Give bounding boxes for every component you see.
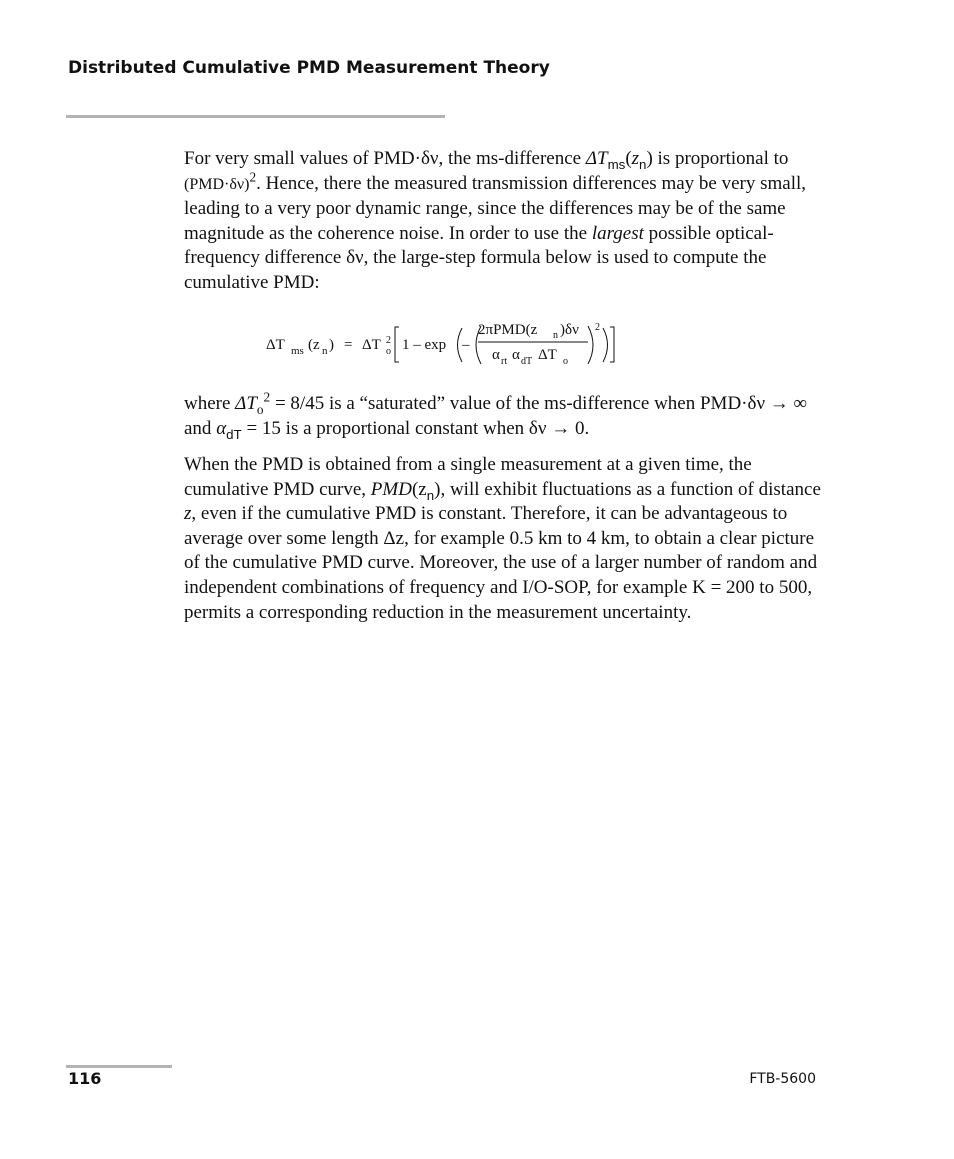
formula-denominator-rt: rt: [501, 356, 508, 367]
paragraph-averaging: When the PMD is obtained from a single measurement at a given time, the cumulative PMD curve, $PMD(z_n)$, will exhibit fluctuations as a function of distance z, even if the cumulative PMD is constant. Therefore, it can be advantageous to average over some length Δz, for example 0.5 km to 4 km, to obtain a clear picture of the cumulative PMD curve. Moreover, the use of a larger number of random and independent combinations of frequency and I/O-SOP, for example K = 200 to 500, permits a corresponding reduction in the measurement uncertainty.: [184, 454, 821, 623]
formula-power: 2: [595, 322, 600, 333]
formula-right-paren-inner: [588, 326, 593, 364]
paragraph-saturated-value: where $\Delta T_o^2 = 8/45$ is a “saturated” value of the ms-difference when PMD·δν → ∞ and $\alpha_{dT} = 15$ is a proportional constant when δν → 0.: [184, 389, 808, 442]
formula-rhs-delta-t: ΔT: [362, 337, 381, 353]
formula-denominator-o: o: [563, 356, 568, 367]
formula-right-bracket: [610, 327, 614, 362]
formula-denominator-delta-t: ΔT: [538, 347, 557, 363]
formula-lhs-n: n: [322, 345, 328, 357]
formula-numerator: 2πPMD(z: [478, 322, 538, 338]
formula-lhs-delta-t: ΔT: [266, 337, 285, 353]
footer-divider: [66, 1065, 172, 1068]
formula-denominator-dt: dT: [521, 356, 533, 367]
page-number: 116: [68, 1069, 102, 1088]
formula-lhs-close: ): [329, 337, 334, 353]
formula-numerator-tail: )δν: [560, 322, 579, 338]
paragraph-small-values: For very small values of PMD·δν, the ms-difference $\Delta T_{ms}(z_n)$ is proportional to $(PMD\cdot\delta\nu)^2$. Hence, there the measured transmission differences may be very small, leading to a very poor dynamic range, since the differences may be of the same magnitude as the coherence noise. In order to use the largest possible optical-frequency difference δν, the large-step formula below is used to compute the cumulative PMD:: [184, 148, 807, 293]
formula-lhs-z: (z: [308, 337, 320, 353]
formula-rhs-sub: o: [386, 346, 391, 357]
formula-left-bracket: [395, 327, 399, 362]
formula-one-minus-exp: 1 – exp: [402, 337, 447, 353]
formula-denominator-alpha2: α: [512, 347, 520, 363]
header-divider: [66, 115, 445, 118]
formula-rhs-sup: 2: [386, 335, 391, 346]
large-step-formula: [262, 314, 622, 372]
formula-lhs-ms: ms: [291, 345, 304, 357]
formula-numerator-n: n: [553, 330, 558, 341]
formula-equals: =: [344, 337, 353, 353]
section-header-title: Distributed Cumulative PMD Measurement Theory: [68, 58, 550, 78]
formula-right-paren-outer: [603, 328, 608, 362]
formula-denominator-alpha1: α: [492, 347, 500, 363]
document-code: FTB-5600: [749, 1071, 816, 1087]
formula-minus: –: [462, 337, 470, 353]
